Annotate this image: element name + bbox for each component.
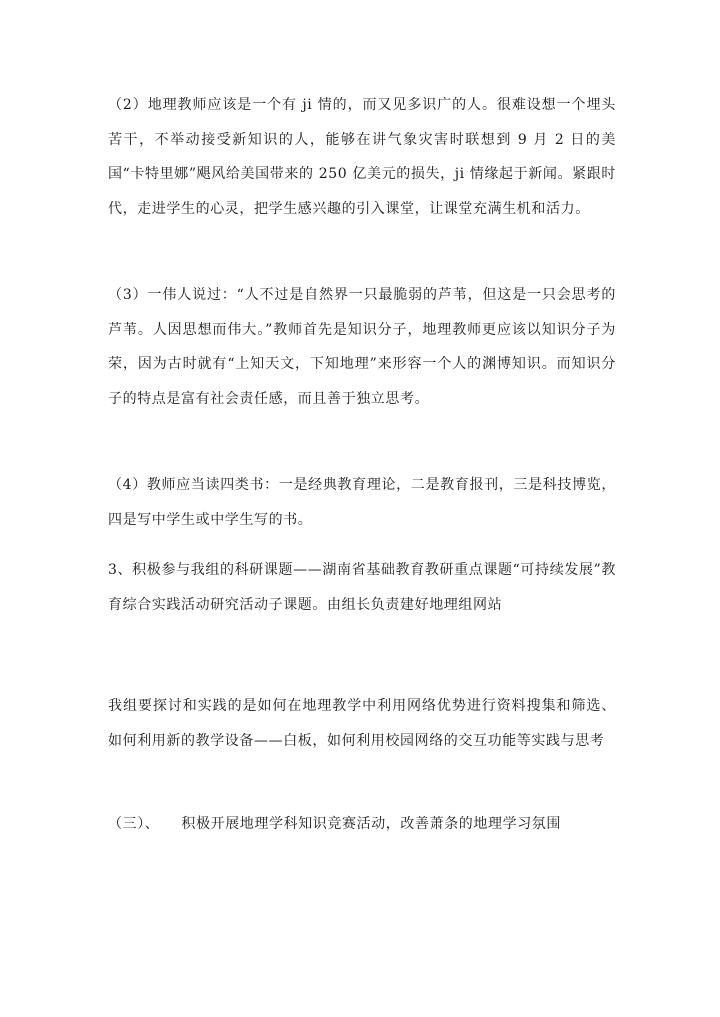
paragraph-research-topic: 3、积极参与我组的科研课题——湖南省基础教育教研重点课题“可持续发展”教育综合实践活动研究活动子课题。由组长负责建好地理组网站 (108, 562, 616, 613)
section-heading (108, 807, 616, 842)
paragraph-teacher-passion: （2）地理教师应该是一个有 ji 情的，而又见多识广的人。很难设想一个埋头苦干，不举动接受新知识的人，能够在讲气象灾害时联想到 9 月 2 日的美国“卡特里娜”飓风给美国带来的 250 亿美元的损失，ji 情缘起于新闻。紧跟时代，走进学生的心灵，把学生感兴趣的引入课堂，让课堂充满生机和活力。 (108, 97, 616, 217)
section-heading-text: 积极开展地理学科知识竞赛活动，改善萧条的地理学习氛围 (181, 816, 562, 832)
paragraph-four-books: （4）教师应当读四类书：一是经典教育理论，二是教育报刊，三是科技博览，四是写中学生或中学生写的书。 (108, 477, 616, 528)
paragraph-network-practice: 我组要探讨和实践的是如何在地理教学中利用网络优势进行资料搜集和筛选、如何利用新的教学设备——白板，如何利用校园网络的交互功能等实践与思考 (108, 698, 616, 749)
paragraph-thinking-reed: （3）一伟人说过：“人不过是自然界一只最脆弱的芦苇，但这是一只会思考的芦苇。人因思想而伟大。”教师首先是知识分子，地理教师更应该以知识分子为荣，因为古时就有“上知天文，下知地理”来形容一个人的渊博知识。而知识分子的特点是富有社会责任感，而且善于独立思考。 (108, 287, 616, 407)
section-heading-number: （三）、 (108, 816, 160, 832)
